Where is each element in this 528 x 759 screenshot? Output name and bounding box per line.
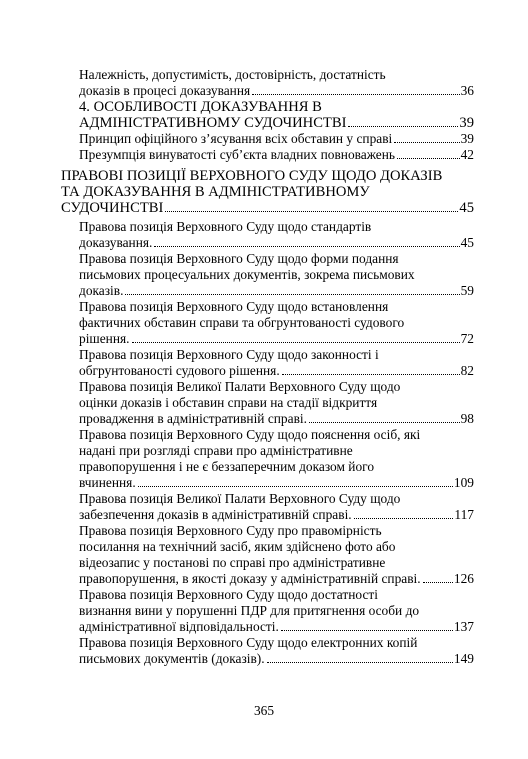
toc-entry-line — [79, 475, 474, 491]
toc-entry-line: посилання на технічний засіб, яким здійснено фото або — [79, 539, 396, 554]
dot-leader — [394, 142, 459, 143]
page-number: 365 — [253, 703, 275, 718]
toc-entry-line — [79, 651, 474, 667]
toc-page-ref: 98 — [460, 411, 474, 426]
toc-entry-line: Правова позиція Верховного Суду щодо встановлення — [79, 299, 389, 314]
toc-entry-line: 4. ОСОБЛИВОСТІ ДОКАЗУВАННЯ В — [79, 99, 322, 115]
toc-entry-line: правопорушення і не є беззаперечним доказом його — [79, 459, 375, 474]
toc-entry-text: адміністративної відповідальності. — [79, 619, 279, 634]
toc-entry-line: Правова позиція Верховного Суду щодо електронних копій — [79, 635, 418, 650]
toc-entry-line: відеозапис у постанові по справі про адміністративне — [79, 555, 386, 570]
dot-leader — [423, 582, 453, 583]
dot-leader — [252, 94, 459, 95]
toc-entry-line: Правова позиція Верховного Суду щодо стандартів — [79, 219, 372, 234]
toc-page-ref: 109 — [453, 475, 474, 490]
toc-entry-text: доказування. — [79, 235, 153, 250]
toc-page-ref: 42 — [460, 147, 474, 162]
toc-entry-line: письмових процесуальних документів, зокрема письмових — [79, 267, 415, 282]
dot-leader — [309, 422, 460, 423]
toc-page-ref: 126 — [453, 571, 474, 586]
toc-entry-line: Правова позиція Верховного Суду щодо пояснення осіб, які — [79, 427, 421, 442]
dot-leader — [138, 486, 453, 487]
dot-leader — [354, 518, 454, 519]
toc-page-ref: 45 — [460, 235, 474, 250]
toc-entry-text: доказів. — [79, 283, 124, 298]
toc-page-ref: 36 — [460, 83, 474, 98]
toc-page-ref: 82 — [460, 363, 474, 378]
toc-entry-line: Правова позиція Верховного Суду щодо форми подання — [79, 251, 399, 266]
toc-page-ref: 59 — [460, 283, 474, 298]
toc-entry-line — [79, 507, 474, 523]
toc-page-ref: 72 — [460, 331, 474, 346]
toc-entry-line — [61, 200, 474, 216]
toc-entry-text: рішення. — [79, 331, 130, 346]
toc-entry-text: провадження в адміністративній справі. — [79, 411, 307, 426]
toc-page-ref: 45 — [459, 200, 474, 216]
dot-leader — [397, 158, 460, 159]
toc-entry-line: Правова позиція Великої Палати Верховного Суду щодо — [79, 379, 401, 394]
dot-leader — [282, 374, 460, 375]
toc-page-ref: 149 — [453, 651, 474, 666]
toc-entry-line: Правова позиція Верховного Суду про правомірність — [79, 523, 382, 538]
toc-entry-line — [79, 363, 474, 379]
dot-leader — [267, 662, 453, 663]
toc-entry-line — [79, 411, 474, 427]
toc-entry-line: Правова позиція Великої Палати Верховного Суду щодо — [79, 491, 401, 506]
toc-entry-text: доказів в процесі доказування — [79, 83, 251, 98]
toc-entry-line — [79, 131, 474, 147]
toc-entry-line: Належність, допустимість, достовірність, достатність — [79, 67, 386, 82]
toc-entry-line: ПРАВОВІ ПОЗИЦІЇ ВЕРХОВНОГО СУДУ ЩОДО ДОКАЗІВ — [61, 168, 443, 184]
toc-entry-text: Презумпція винуватості суб’єкта владних повноважень — [79, 147, 396, 162]
toc-entry-line — [79, 147, 474, 163]
toc-page-ref: 137 — [453, 619, 474, 634]
dot-leader — [165, 211, 458, 212]
toc-entry-line: ТА ДОКАЗУВАННЯ В АДМІНІСТРАТИВНОМУ — [61, 184, 370, 200]
toc-entry-line: Правова позиція Верховного Суду щодо законності і — [79, 347, 379, 362]
toc-entry-text: письмових документів (доказів). — [79, 651, 265, 666]
toc-page-ref: 39 — [460, 131, 474, 146]
toc-entry-text: АДМІНІСТРАТИВНОМУ СУДОЧИНСТВІ — [79, 115, 347, 131]
dot-leader — [125, 294, 459, 295]
toc-entry-text: Принцип офіційного з’ясування всіх обставин у справі — [79, 131, 393, 146]
toc-entry-line: надані при розгляді справи про адміністративне — [79, 443, 353, 458]
toc-entry-line — [79, 115, 474, 131]
toc-entry-line: фактичних обставин справи та обгрунтованості судового — [79, 315, 405, 330]
toc-page-ref: 117 — [454, 507, 474, 522]
toc-entry-line — [79, 283, 474, 299]
toc-entry-line — [79, 571, 474, 587]
toc-entry-line: Правова позиція Верховного Суду щодо достатності — [79, 587, 378, 602]
toc-entry-line — [79, 235, 474, 251]
toc-entry-line — [79, 619, 474, 635]
toc-entry-text: вчинення. — [79, 475, 136, 490]
toc-entry-line: оцінки доказів і обставин справи на стадії відкриття — [79, 395, 378, 410]
dot-leader — [281, 630, 453, 631]
toc-entry-text: СУДОЧИНСТВІ — [61, 200, 164, 216]
toc-entry-line — [79, 83, 474, 99]
toc-entry-line — [79, 331, 474, 347]
toc-entry-line: визнання вини у порушенні ПДР для притягнення особи до — [79, 603, 420, 618]
toc-entry-text: забезпечення доказів в адміністративній справі. — [79, 507, 352, 522]
dot-leader — [154, 246, 459, 247]
toc-entry-text: обгрунтованості судового рішення. — [79, 363, 280, 378]
dot-leader — [348, 126, 458, 127]
dot-leader — [132, 342, 460, 343]
toc-page-ref: 39 — [459, 115, 474, 131]
toc-entry-text: правопорушення, в якості доказу у адміністративній справі. — [79, 571, 421, 586]
